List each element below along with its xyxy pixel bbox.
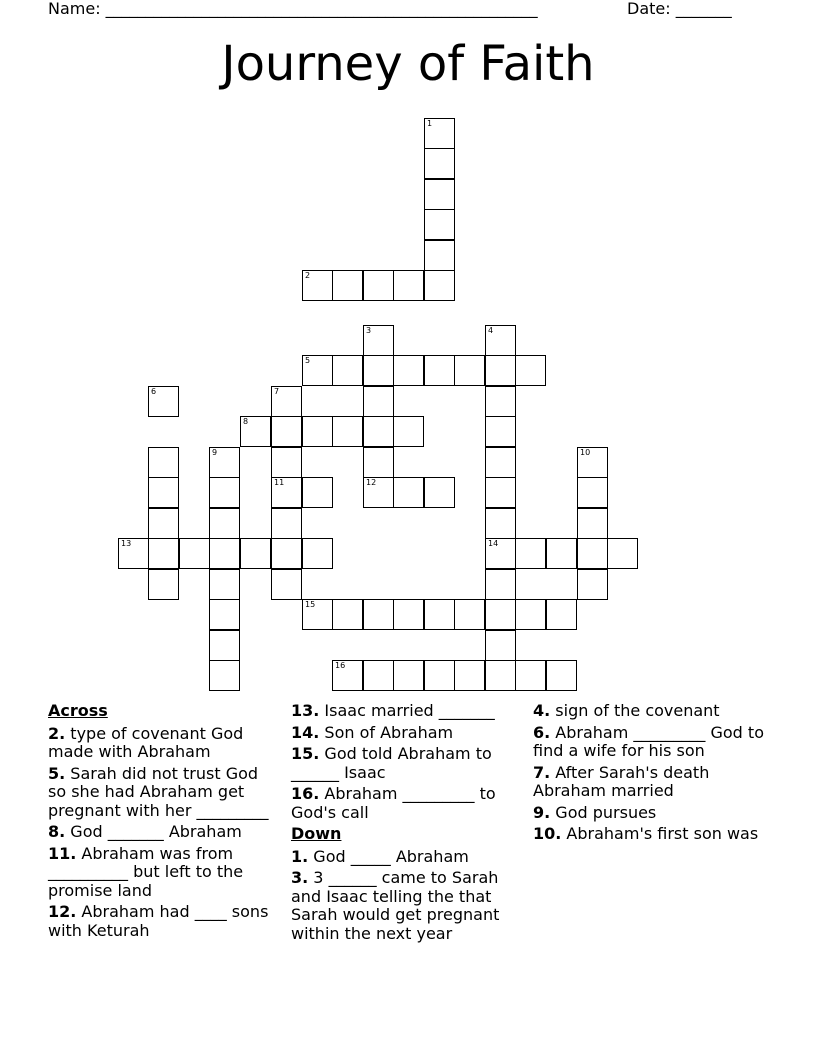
clue-number: 4 xyxy=(488,326,494,335)
clue-item xyxy=(48,845,280,901)
clue-item xyxy=(533,804,768,823)
clue-number: 9 xyxy=(212,448,218,457)
crossword-cell[interactable] xyxy=(363,416,394,447)
clue-number-label: 13. xyxy=(291,701,320,720)
crossword-cell[interactable] xyxy=(577,477,608,508)
clue-number-label: 10. xyxy=(533,824,562,843)
crossword-cell[interactable] xyxy=(485,569,516,600)
clue-number: 5 xyxy=(305,356,311,365)
clue-number: 14 xyxy=(488,539,499,548)
across-clue-list xyxy=(48,725,280,941)
crossword-cell[interactable] xyxy=(393,599,424,630)
crossword-cell[interactable] xyxy=(424,148,455,179)
crossword-cell[interactable] xyxy=(302,270,333,301)
crossword-cell[interactable] xyxy=(302,599,333,630)
crossword-cell[interactable] xyxy=(546,660,577,691)
crossword-cell[interactable] xyxy=(148,477,179,508)
crossword-cell[interactable] xyxy=(332,599,363,630)
clue-item xyxy=(291,869,523,943)
clue-text: Son of Abraham xyxy=(319,722,454,742)
crossword-cell[interactable] xyxy=(148,447,179,478)
clues-column-1 xyxy=(48,702,280,943)
crossword-cell[interactable] xyxy=(271,538,302,569)
clue-number-label: 16. xyxy=(291,784,320,803)
crossword-cell[interactable] xyxy=(393,270,424,301)
across-clue-list-continued xyxy=(291,702,523,822)
clue-item xyxy=(533,724,768,761)
clue-number: 2 xyxy=(305,271,311,280)
clue-number-label: 14. xyxy=(291,722,320,742)
crossword-cell[interactable] xyxy=(393,477,424,508)
clue-item xyxy=(48,725,280,762)
crossword-cell[interactable] xyxy=(393,416,424,447)
crossword-cell[interactable] xyxy=(546,599,577,630)
clue-number-label: 8. xyxy=(48,822,66,841)
down-clue-list-continued xyxy=(533,702,768,844)
crossword-cell[interactable] xyxy=(485,325,516,356)
crossword-cell[interactable] xyxy=(454,660,485,691)
crossword-cell[interactable] xyxy=(515,660,546,691)
crossword-cell[interactable] xyxy=(332,660,363,691)
clue-number: 12 xyxy=(366,478,377,487)
crossword-cell[interactable] xyxy=(577,447,608,478)
clue-item xyxy=(533,764,768,801)
clue-number: 13 xyxy=(121,539,132,548)
clue-item xyxy=(48,903,280,940)
clue-number-label: 7. xyxy=(533,762,551,782)
clue-text: type of covenant God made with Abraham xyxy=(48,723,244,761)
crossword-cell[interactable] xyxy=(577,538,608,569)
crossword-cell[interactable] xyxy=(485,386,516,417)
crossword-cell[interactable] xyxy=(515,355,546,386)
crossword-cell[interactable] xyxy=(209,538,240,569)
clue-number-label: 2. xyxy=(48,723,66,743)
clue-number: 11 xyxy=(274,478,285,487)
clue-number: 15 xyxy=(305,600,316,609)
crossword-cell[interactable] xyxy=(515,538,546,569)
clues-column-3 xyxy=(533,702,768,847)
clue-item xyxy=(533,702,768,721)
crossword-cell[interactable] xyxy=(271,477,302,508)
clue-item xyxy=(291,702,523,721)
crossword-cell[interactable] xyxy=(302,538,333,569)
crossword-cell[interactable] xyxy=(363,599,394,630)
clue-number: 3 xyxy=(366,326,372,335)
clue-number-label: 9. xyxy=(533,802,551,822)
crossword-cell[interactable] xyxy=(363,447,394,478)
clue-item xyxy=(291,785,523,822)
crossword-cell[interactable] xyxy=(424,209,455,240)
crossword-cell[interactable] xyxy=(302,416,333,447)
crossword-cell[interactable] xyxy=(424,355,455,386)
across-heading: Across xyxy=(48,701,108,720)
crossword-cell[interactable] xyxy=(363,325,394,356)
clue-text: Abraham _________ to God's call xyxy=(291,784,496,822)
clue-item xyxy=(533,825,768,844)
crossword-cell[interactable] xyxy=(271,386,302,417)
crossword-cell[interactable] xyxy=(148,508,179,539)
clue-text: God _______ Abraham xyxy=(65,822,242,841)
crossword-cell[interactable] xyxy=(302,477,333,508)
crossword-cell[interactable] xyxy=(209,630,240,661)
crossword-cell[interactable] xyxy=(485,477,516,508)
crossword-cell[interactable] xyxy=(424,660,455,691)
crossword-cell[interactable] xyxy=(607,538,638,569)
crossword-cell[interactable] xyxy=(332,416,363,447)
clue-number: 10 xyxy=(580,448,591,457)
clue-item xyxy=(48,823,280,842)
clue-text: 3 ______ came to Sarah and Isaac telling the that Sarah would get pregnant within the next year xyxy=(291,868,500,943)
date-field-label: Date: _______ xyxy=(627,0,732,18)
clue-number: 8 xyxy=(243,417,249,426)
crossword-cell[interactable] xyxy=(332,270,363,301)
crossword-cell[interactable] xyxy=(577,569,608,600)
clue-number-label: 11. xyxy=(48,843,77,863)
crossword-cell[interactable] xyxy=(485,538,516,569)
clue-number: 1 xyxy=(427,119,433,128)
clue-number-label: 4. xyxy=(533,701,551,720)
crossword-cell[interactable] xyxy=(271,447,302,478)
clue-number-label: 1. xyxy=(291,846,309,866)
clue-text: Abraham _________ God to find a wife for his son xyxy=(533,722,764,760)
down-clue-list xyxy=(291,848,523,944)
crossword-cell[interactable] xyxy=(424,270,455,301)
crossword-cell[interactable] xyxy=(485,508,516,539)
clue-number-label: 6. xyxy=(533,722,551,742)
clue-text: Abraham had ____ sons with Keturah xyxy=(48,902,269,940)
crossword-cell[interactable] xyxy=(577,508,608,539)
clue-item xyxy=(48,765,280,821)
down-heading: Down xyxy=(291,824,342,843)
crossword-cell[interactable] xyxy=(148,538,179,569)
crossword-cell[interactable] xyxy=(240,538,271,569)
clue-text: God told Abraham to ______ Isaac xyxy=(291,744,492,782)
clue-number: 7 xyxy=(274,387,280,396)
crossword-cell[interactable] xyxy=(515,599,546,630)
crossword-cell[interactable] xyxy=(393,660,424,691)
clue-text: Abraham's first son was xyxy=(561,824,759,843)
clue-number: 16 xyxy=(335,661,346,670)
clue-text: God _____ Abraham xyxy=(308,846,469,866)
crossword-cell[interactable] xyxy=(148,386,179,417)
crossword-cell[interactable] xyxy=(209,599,240,630)
clue-text: Abraham was from __________ but left to the promise land xyxy=(48,843,244,900)
crossword-cell[interactable] xyxy=(546,538,577,569)
clue-number-label: 3. xyxy=(291,868,309,887)
clue-number-label: 15. xyxy=(291,744,320,763)
crossword-cell[interactable] xyxy=(209,477,240,508)
crossword-cell[interactable] xyxy=(454,599,485,630)
crossword-cell[interactable] xyxy=(363,355,394,386)
page-title: Journey of Faith xyxy=(221,36,595,92)
clue-number-label: 12. xyxy=(48,902,77,921)
crossword-cell[interactable] xyxy=(148,569,179,600)
clue-text: Isaac married _______ xyxy=(319,701,495,720)
crossword-cell[interactable] xyxy=(485,355,516,386)
crossword-cell[interactable] xyxy=(209,660,240,691)
clue-item xyxy=(291,848,523,867)
clue-text: After Sarah's death Abraham married xyxy=(533,762,710,800)
crossword-cell[interactable] xyxy=(363,270,394,301)
crossword-cell[interactable] xyxy=(485,599,516,630)
clue-item xyxy=(291,724,523,743)
clue-text: Sarah did not trust God so she had Abraham get pregnant with her _________ xyxy=(48,763,269,820)
crossword-cell[interactable] xyxy=(271,569,302,600)
crossword-cell[interactable] xyxy=(179,538,210,569)
crossword-cell[interactable] xyxy=(393,355,424,386)
crossword-cell[interactable] xyxy=(424,599,455,630)
crossword-cell[interactable] xyxy=(271,508,302,539)
crossword-cell[interactable] xyxy=(363,386,394,417)
crossword-cell[interactable] xyxy=(209,508,240,539)
crossword-cell[interactable] xyxy=(485,447,516,478)
name-field-label: Name: ______________________________________________________ xyxy=(48,0,538,18)
crossword-cell[interactable] xyxy=(424,118,455,149)
clues-column-2 xyxy=(291,702,523,946)
crossword-cell[interactable] xyxy=(485,660,516,691)
clue-item xyxy=(291,745,523,782)
crossword-cell[interactable] xyxy=(209,569,240,600)
crossword-cell[interactable] xyxy=(302,355,333,386)
clue-number: 6 xyxy=(151,387,157,396)
crossword-cell[interactable] xyxy=(118,538,149,569)
crossword-cell[interactable] xyxy=(363,660,394,691)
crossword-cell[interactable] xyxy=(424,179,455,210)
crossword-cell[interactable] xyxy=(485,630,516,661)
crossword-cell[interactable] xyxy=(240,416,271,447)
crossword-cell[interactable] xyxy=(485,416,516,447)
crossword-cell[interactable] xyxy=(209,447,240,478)
clue-number-label: 5. xyxy=(48,763,66,783)
crossword-cell[interactable] xyxy=(424,240,455,271)
crossword-cell[interactable] xyxy=(332,355,363,386)
crossword-cell[interactable] xyxy=(363,477,394,508)
crossword-cell[interactable] xyxy=(271,416,302,447)
clue-text: God pursues xyxy=(550,802,657,822)
clue-text: sign of the covenant xyxy=(550,701,720,720)
crossword-cell[interactable] xyxy=(424,477,455,508)
crossword-cell[interactable] xyxy=(454,355,485,386)
